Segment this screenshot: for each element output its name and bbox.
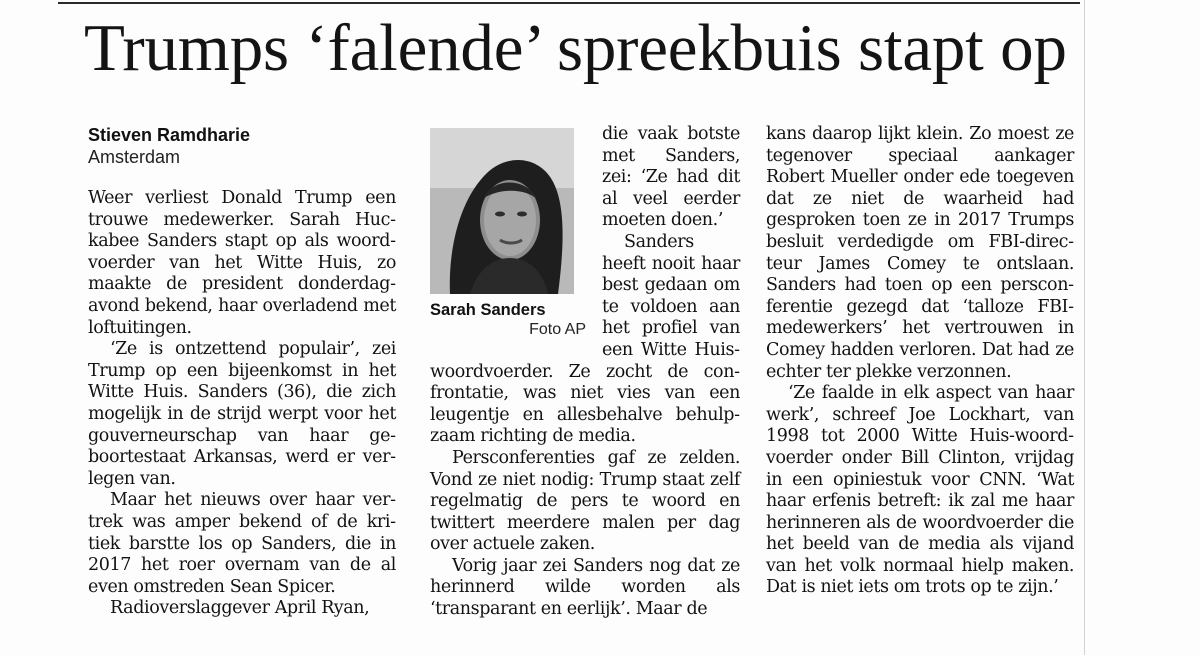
article-paragraph: kans daarop lijkt klein. Zo moest ze tegenover speciaal aankager Robert Mueller onder ede toegeven dat ze niet de waarheid had gesproken toen ze in 2017 Trumps besluit verdedigde om FBI-directeur James Comey te ontslaan. Sanders had toen op een persconferentie gezegd dat ‘talloze FBImedewerkers’ het vertrouwen in Comey hadden verloren. Dat had ze echter ter plekke verzonnen. [766,124,1074,382]
article-paragraph: ‘Ze faalde in elk aspect van haar werk’, schreef Joe Lockhart, van 1998 tot 2000 Witte Huis-woordvoerder onder Bill Clinton, vrijdag in een opiniestuk voor CNN. ‘Wat haar erfenis betreft: ik zal me haar herinneren als de woordvoerder die het beeld van de media als vijand van het volk normaal hielp maken. Dat is niet iets om trots op te zijn.’ [766,383,1074,598]
article-paragraph: ‘Ze is ontzettend populair’, zei Trump op een bijeenkomst in het Witte Huis. Sanders (36), die zich mogelijk in de strijd werpt voor het gouverneurschap van haar geboortestaat Arkansas, werd er verlegen van. [88,339,396,489]
article-paragraph: Radioverslaggever April Ryan, [110,598,370,619]
article-paragraph: Maar het nieuws over haar vertrek was amper bekend of de kritiek barstte los op Sanders, die in 2017 het roer overnam van de al even omstreden Sean Spicer. [88,490,396,597]
photo-block [430,128,588,340]
article-paragraph: Persconferenties gaf ze zelden. Vond ze niet nodig: Trump staat zelf regelmatig de pers te woord en twittert meerdere malen per dag over actuele zaken. [430,447,740,555]
column-edge-rule [1084,0,1085,655]
byline-author: Stieven Ramdharie [88,125,251,145]
byline-location: Amsterdam [88,147,181,167]
article-paragraph: Weer verliest Donald Trump een trouwe medewerker. Sarah Huckabee Sanders stapt op als woordvoerder van het Witte Huis, zo maakte de president donderdagavond bekend, haar overladend met loftuitingen. [88,188,396,338]
article-column-2 [430,124,740,621]
top-rule [58,2,1080,4]
portrait-image-icon [430,128,574,294]
article-column-1 [88,188,396,620]
byline [88,124,250,168]
article-paragraph: die vaak botste met Sanders, zei: ‘Ze had dit al veel eerder moeten doen.’ [602,124,740,231]
portrait-photo [430,128,574,294]
headline: Trumps ‘falende’ spreekbuis stapt op [84,11,1067,85]
article-column-3 [766,124,1074,599]
photo-caption-name: Sarah Sanders [430,301,546,319]
article-paragraph: Sanders heeft nooit haar best gedaan om te voldoen aan het profiel van een Witte Huiswoordvoerder. Ze zocht de confrontatie, was niet vies van een leugentje en allesbehalve behulpzaam richting de media. [430,231,740,447]
photo-caption-credit: Foto AP [529,321,586,338]
article-paragraph: Vorig jaar zei Sanders nog dat ze herinnerd wilde worden als ‘transparant en eerlijk’. Maar de [430,555,740,620]
